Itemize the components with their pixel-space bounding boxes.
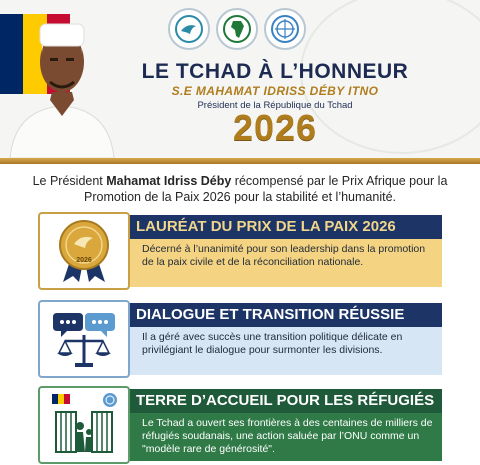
- dialogue-scale-icon: [38, 300, 130, 378]
- intro-pre: Le Président: [32, 174, 107, 188]
- card-title: DIALOGUE ET TRANSITION RÉUSSIE: [124, 303, 442, 327]
- card-title: TERRE D’ACCUEIL POUR LES RÉFUGIÉS: [124, 389, 442, 413]
- card-text: Le Tchad a ouvert ses frontières à des centaines de milliers de réfugiés soudanais, une action saluée par l’ONU comme un "modèle rare de générosité".: [130, 413, 442, 461]
- logo-row: [168, 8, 306, 50]
- medal-year: 2026: [76, 257, 92, 264]
- peace-logo-icon: [168, 8, 210, 50]
- intro-text: [30, 173, 450, 205]
- gold-divider: [0, 158, 480, 164]
- medal-icon: [38, 212, 130, 290]
- president-portrait: [6, 0, 118, 158]
- honoree-role: Président de la République du Tchad: [197, 100, 353, 111]
- card-text: Il a géré avec succès une transition politique délicate en privilégiant le dialogue pour surmonter les divisions.: [130, 327, 442, 375]
- refugees-gate-icon: [38, 386, 130, 464]
- card-refugees: [38, 386, 442, 464]
- african-union-logo-icon: [216, 8, 258, 50]
- header-banner: [0, 0, 480, 158]
- card-title: LAURÉAT DU PRIX DE LA PAIX 2026: [124, 215, 442, 239]
- united-nations-logo-icon: [264, 8, 306, 50]
- award-year: 2026: [232, 107, 318, 148]
- card-text: Décerné à l’unanimité pour son leadership dans la promotion de la paix civile et de la réconciliation nationale.: [130, 239, 442, 287]
- card-peace-prize: [38, 212, 442, 290]
- page-title: LE TCHAD À L’HONNEUR: [141, 60, 409, 83]
- honoree-name: S.E MAHAMAT IDRISS DÉBY ITNO: [171, 84, 379, 98]
- card-dialogue: [38, 300, 442, 378]
- intro-name: Mahamat Idriss Déby: [106, 174, 232, 188]
- intro-post: récompensé par le Prix Afrique pour la Promotion de la Paix 2026 pour la stabilité et l’humanité.: [84, 174, 448, 204]
